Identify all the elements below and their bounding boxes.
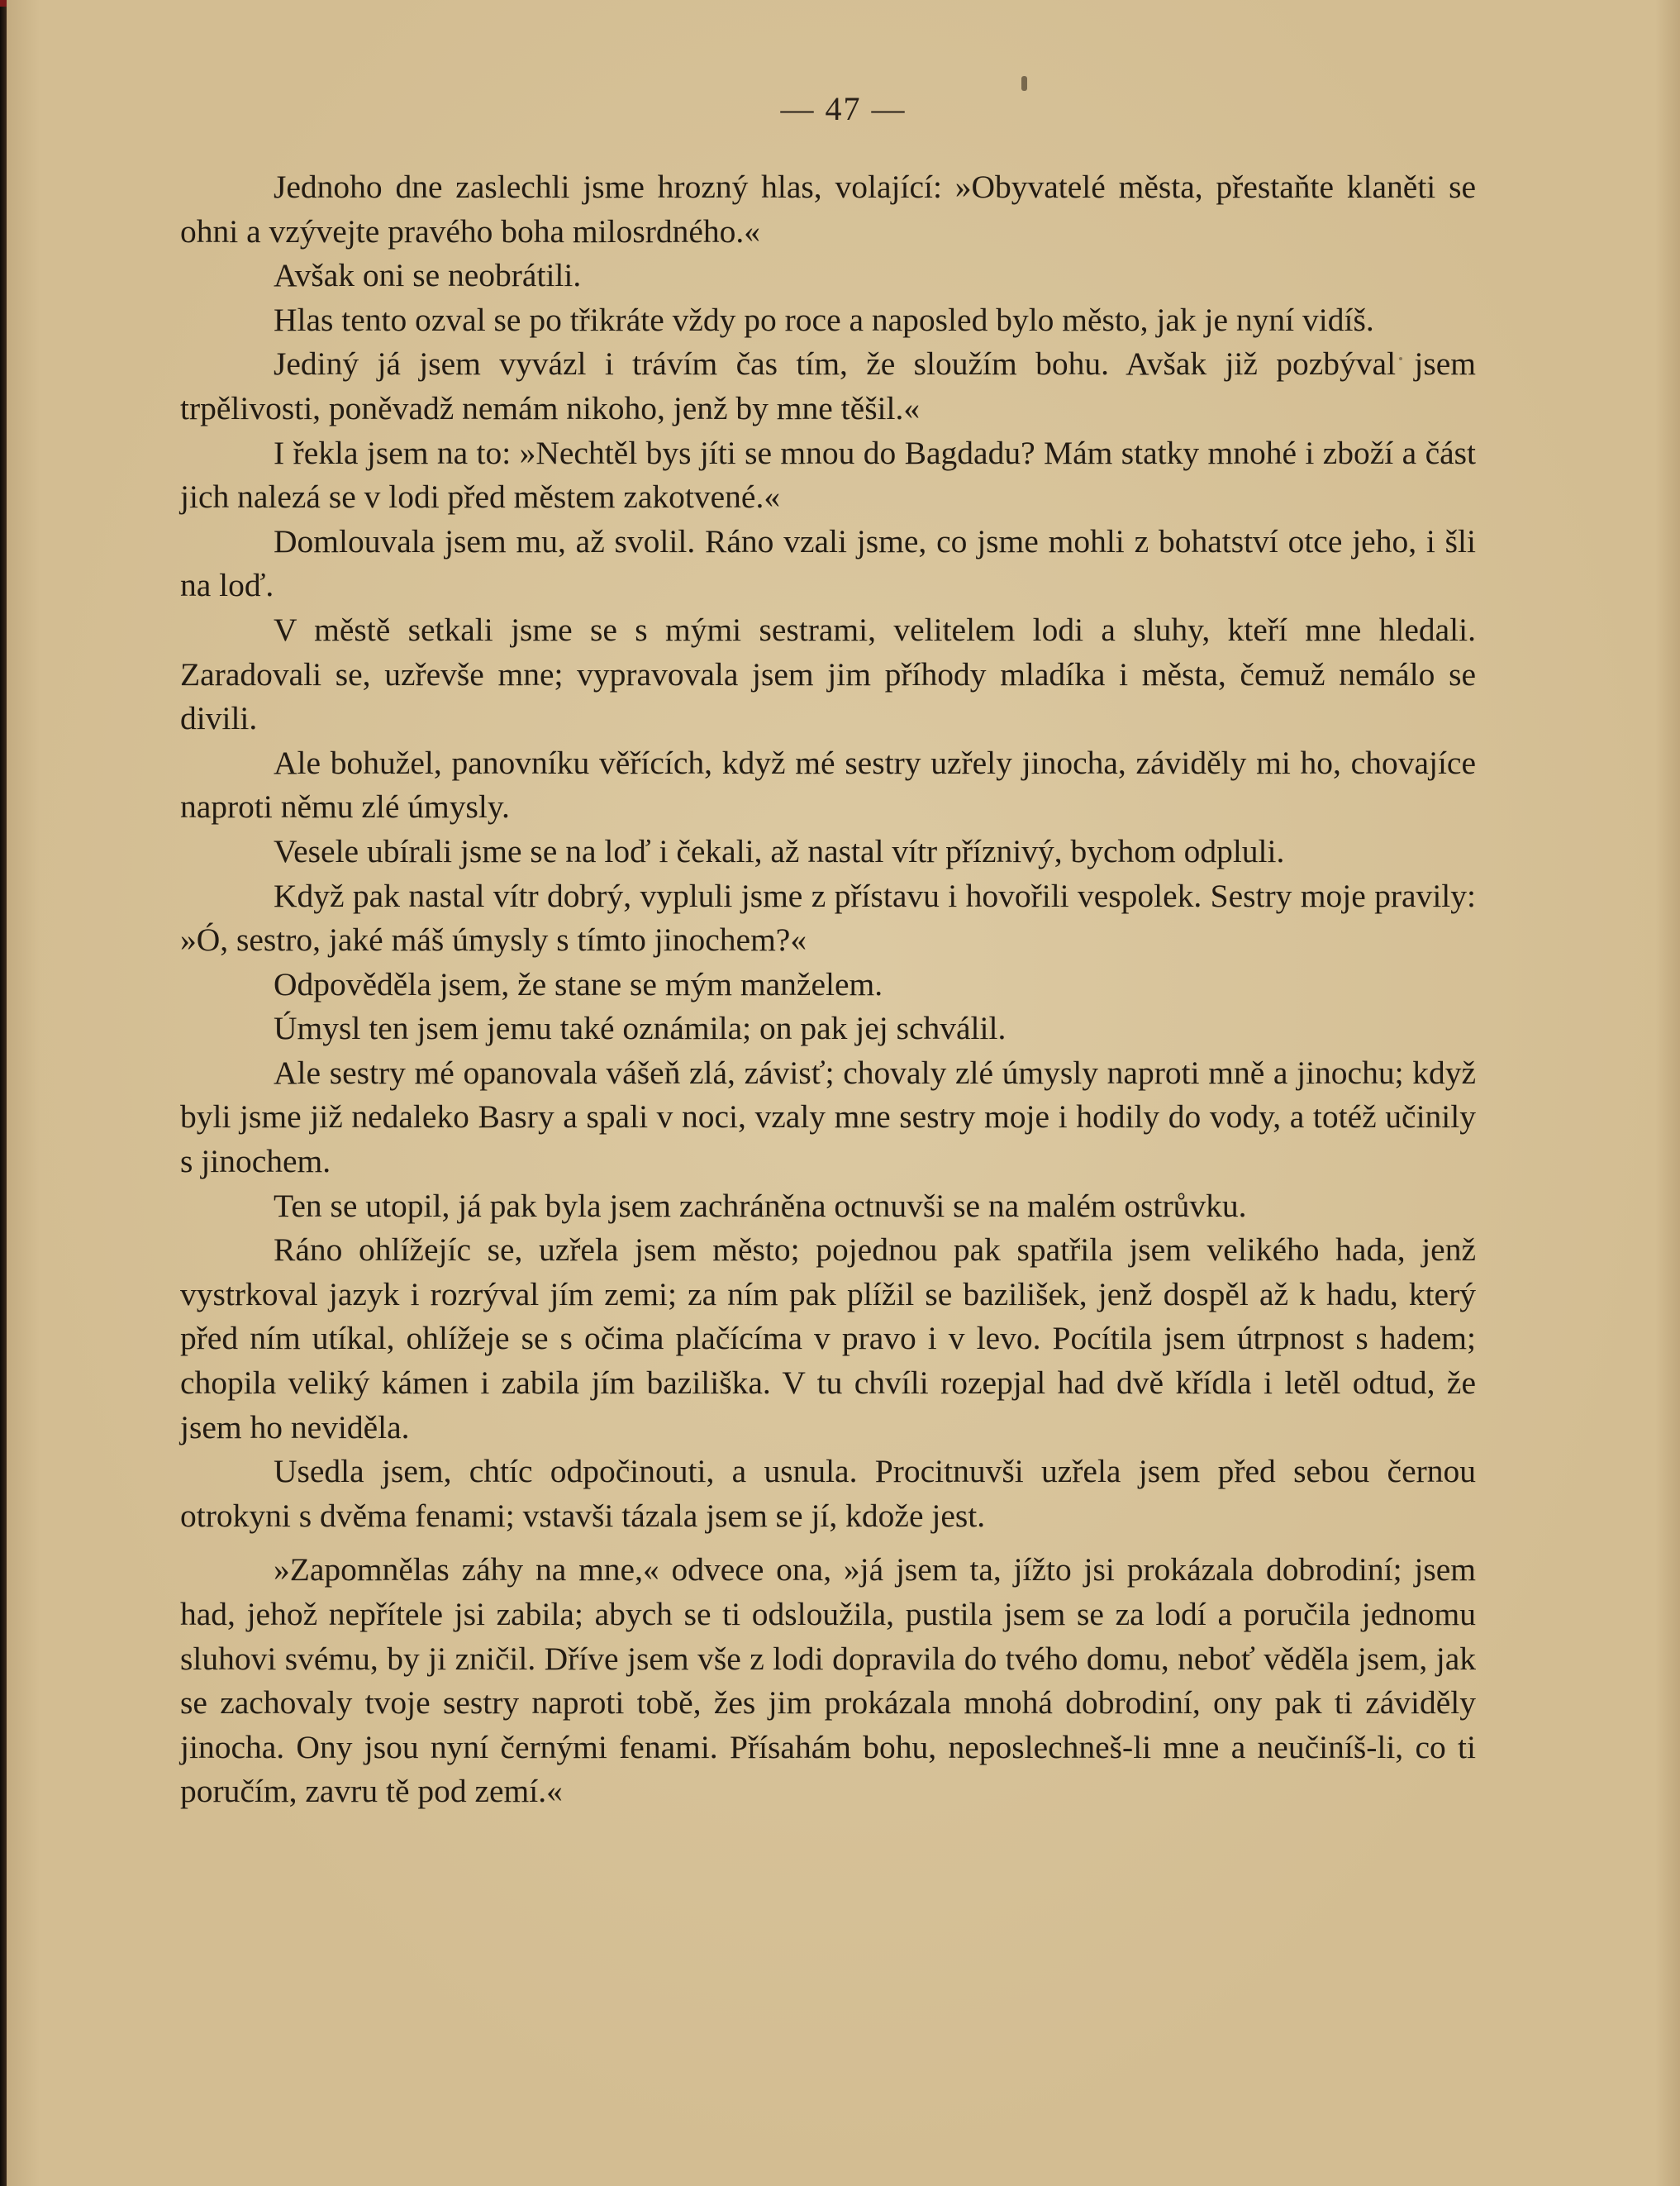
book-page — [7, 0, 1680, 2186]
paragraph: Jednoho dne zaslechli jsme hrozný hlas, volající: »Obyvatelé města, přestaňte klaněti se ohni a vzývejte pravého boha milosrdného.« — [180, 169, 1476, 250]
paragraph: Ráno ohlížejíc se, uzřela jsem město; pojednou pak spatřila jsem velikého hada, jenž vystrkoval jazyk i rozrýval jím zemi; za ním pak plížil se bazilišek, jenž dospěl až k hadu, který před ním utíkal, ohlížeje se s očima plačícíma v pravo i v levo. Pocítila jsem útrpnost s hadem; chopila veliký kámen i zabila jím baziliška. V tu chvíli rozepjal had dvě křídla i letěl odtud, že jsem ho neviděla. — [180, 1231, 1476, 1445]
paragraph: Vesele ubírali jsme se na loď i čekali, až nastal vítr příznivý, bychom odpluli. — [274, 832, 1285, 869]
book-spine-edge — [0, 0, 7, 2186]
page-number: — 47 — — [780, 90, 907, 127]
paragraph: Avšak oni se neobrátili. — [274, 257, 582, 294]
paragraph: Hlas tento ozval se po třikráte vždy po roce a naposled bylo město, jak je nyní vidíš. — [274, 301, 1374, 338]
body-text — [180, 165, 1476, 1814]
paragraph: Jediný já jsem vyvázl i trávím čas tím, že sloužím bohu. Avšak již pozbýval jsem trpělivosti, poněvadž nemám nikoho, jenž by mne těšil.« — [180, 345, 1476, 426]
paragraph: Odpověděla jsem, že stane se mým manželem. — [274, 965, 883, 1003]
paragraph: V městě setkali jsme se s mými sestrami, velitelem lodi a sluhy, kteří mne hledali. Zaradovali se, uzřevše mne; vypravovala jsem jim příhody mladíka i města, čemuž nemálo se divili. — [180, 611, 1476, 737]
paragraph: Ale sestry mé opanovala vášeň zlá, závisť; chovaly zlé úmysly naproti mně a jinochu; když byli jsme již nedaleko Basry a spali v noci, vzaly mne sestry moje i hodily do vody, a totéž učinily s jinochem. — [180, 1054, 1476, 1180]
paragraph: Usedla jsem, chtíc odpočinouti, a usnula. Procitnuvši uzřela jsem před sebou černou otrokyni s dvěma fenami; vstavši tázala jsem se jí, kdože jest. — [180, 1453, 1476, 1534]
paragraph: »Zapomnělas záhy na mne,« odvece ona, »já jsem ta, jížto jsi prokázala dobrodiní; jsem had, jehož nepřítele jsi zabila; abych se ti odsloužila, pustila jsem se za lodí a poručila jednomu sluhovi svému, by ji zničil. Dříve jsem vše z lodi dopravila do tvého domu, neboť věděla jsem, jak se zachovaly tvoje sestry naproti tobě, žes jim prokázala mnohá dobrodiní, ony pak ti záviděly jinocha. Ony jsou nyní černými fenami. Přísahám bohu, neposlechneš-li mne a neučiníš-li, co ti poručím, zavru tě pod zemí.« — [180, 1551, 1476, 1810]
paragraph: Domlouvala jsem mu, až svolil. Ráno vzali jsme, co jsme mohli z bohatství otce jeho, i šli na loď. — [180, 522, 1476, 604]
paragraph: Když pak nastal vítr dobrý, vypluli jsme z přístavu i hovořili vespolek. Sestry moje pravily: »Ó, sestro, jaké máš úmysly s tímto jinochem?« — [180, 877, 1476, 959]
paragraph: Úmysl ten jsem jemu také oznámila; on pak jej schválil. — [274, 1010, 1007, 1047]
page-speck — [1021, 76, 1027, 91]
paragraph: I řekla jsem na to: »Nechtěl bys jíti se mnou do Bagdadu? Mám statky mnohé i zboží a část jich nalezá se v lodi před městem zakotvené.« — [180, 434, 1476, 516]
paragraph: Ten se utopil, já pak byla jsem zachráněna octnuvši se na malém ostrůvku. — [274, 1187, 1247, 1224]
paragraph: Ale bohužel, panovníku věřících, když mé sestry uzřely jinocha, záviděly mi ho, chovajíce naproti němu zlé úmysly. — [180, 744, 1476, 826]
